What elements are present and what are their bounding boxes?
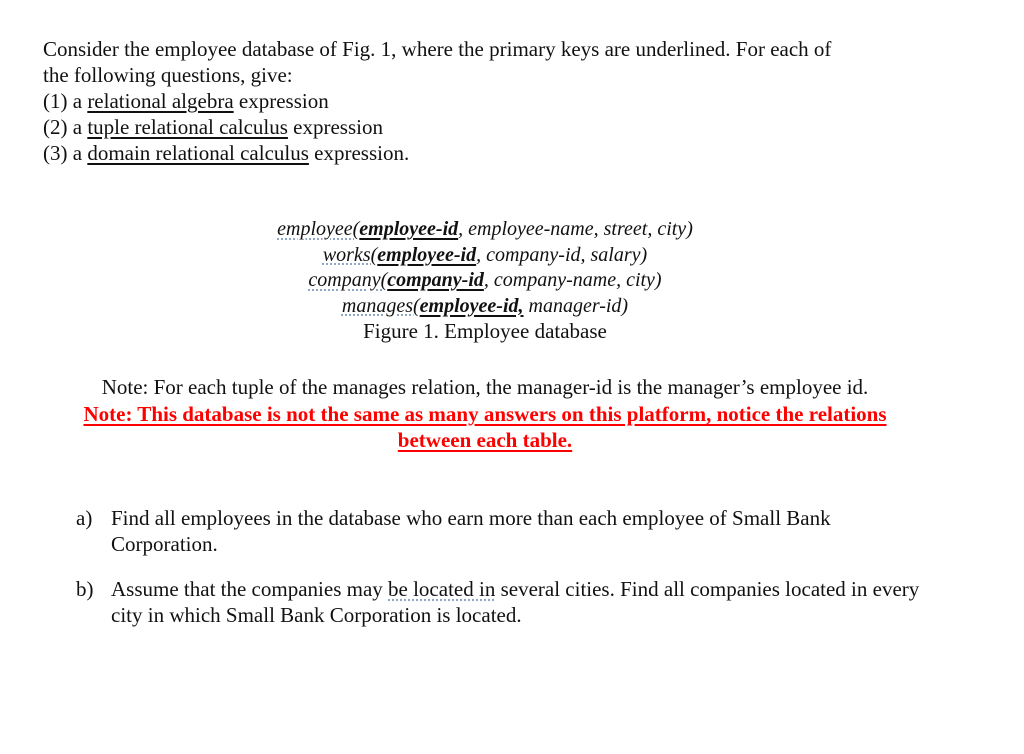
question-b-suffix: several cities. Find all companies located in every city in which Small Bank Corporation is located. bbox=[111, 577, 920, 627]
database-warning bbox=[50, 401, 920, 453]
warning-line-2: between each table. bbox=[397, 428, 573, 452]
relation-name-works: works( bbox=[322, 243, 378, 266]
question-b bbox=[76, 576, 936, 628]
intro-item-1-prefix: (1) a bbox=[43, 89, 88, 113]
schema-manages bbox=[0, 294, 970, 320]
intro-item-2-prefix: (2) a bbox=[43, 115, 88, 139]
primary-key-manages: employee-id, bbox=[419, 294, 524, 317]
question-a bbox=[76, 505, 936, 557]
intro-line-1: Consider the employee database of Fig. 1, where the primary keys are underlined. For each of bbox=[43, 37, 832, 61]
question-b-text bbox=[111, 576, 936, 628]
question-list bbox=[76, 505, 936, 647]
intro-item-3-suffix: expression. bbox=[308, 141, 410, 165]
intro-block bbox=[43, 36, 943, 166]
attributes-manages: manager-id) bbox=[523, 294, 629, 317]
tuple-relational-calculus-term: tuple relational calculus bbox=[87, 115, 288, 139]
intro-item-1 bbox=[43, 88, 943, 114]
schema-company bbox=[0, 268, 970, 294]
primary-key-company: company-id bbox=[387, 269, 484, 291]
relation-name-manages: manages( bbox=[341, 294, 420, 317]
attributes-works: , company-id, salary) bbox=[476, 243, 648, 266]
schema-works bbox=[0, 243, 970, 269]
question-b-prefix: Assume that the companies may bbox=[111, 577, 389, 601]
manages-note: Note: For each tuple of the manages relation, the manager-id is the manager’s employee id. bbox=[101, 375, 869, 399]
intro-item-2-suffix: expression bbox=[287, 115, 383, 139]
relational-algebra-term: relational algebra bbox=[87, 89, 234, 113]
question-a-marker: a) bbox=[76, 506, 93, 530]
schema-figure bbox=[0, 217, 970, 345]
question-b-term: be located in bbox=[388, 577, 496, 601]
question-a-text: Find all employees in the database who earn more than each employee of Small Bank Corporation. bbox=[111, 506, 831, 556]
attributes-company: , company-name, city) bbox=[483, 269, 662, 291]
attributes-employee: , employee-name, street, city) bbox=[458, 218, 693, 240]
intro-line-2: the following questions, give: bbox=[43, 63, 293, 87]
intro-item-3 bbox=[43, 140, 943, 166]
relation-name-company: company( bbox=[308, 269, 388, 291]
intro-item-1-suffix: expression bbox=[233, 89, 329, 113]
intro-item-3-prefix: (3) a bbox=[43, 141, 88, 165]
primary-key-works: employee-id bbox=[377, 243, 477, 266]
domain-relational-calculus-term: domain relational calculus bbox=[87, 141, 309, 165]
intro-item-2 bbox=[43, 114, 943, 140]
question-b-marker: b) bbox=[76, 577, 94, 601]
figure-caption: Figure 1. Employee database bbox=[363, 319, 607, 343]
warning-line-1: Note: This database is not the same as many answers on this platform, notice the relations bbox=[83, 402, 887, 426]
primary-key-employee: employee-id bbox=[359, 218, 459, 240]
relation-name-employee: employee( bbox=[277, 218, 360, 240]
schema-employee bbox=[0, 217, 970, 243]
